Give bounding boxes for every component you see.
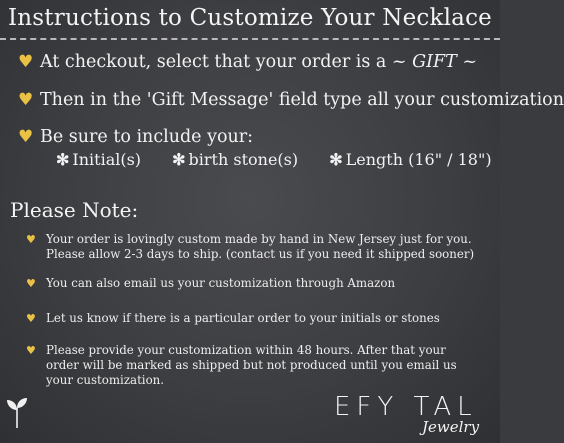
step-checkout-text: At checkout, select that your order is a ~ xyxy=(40,52,413,72)
asterisk-icon: ✻ xyxy=(329,150,343,169)
options-list xyxy=(56,150,492,169)
heart-icon: ♥ xyxy=(18,127,34,147)
asterisk-icon: ✻ xyxy=(56,150,70,169)
step-include xyxy=(18,127,253,147)
step-include-text: Be sure to include your: xyxy=(40,127,254,147)
heart-icon: ♥ xyxy=(18,52,34,72)
option-length-label: Length (16" / 18") xyxy=(345,150,492,169)
heart-icon: ♥ xyxy=(26,312,36,325)
note-line: You can also email us your customization through Amazon xyxy=(46,276,396,290)
title-band xyxy=(0,0,500,40)
step-gift-message xyxy=(18,90,564,110)
option-birthstone-label: birth stone(s) xyxy=(188,150,299,169)
note-item xyxy=(26,276,486,291)
note-line: Let us know if there is a particular order to your initials or stones xyxy=(46,311,440,325)
note-item xyxy=(26,311,486,326)
step-checkout xyxy=(18,52,477,72)
efytal-logo xyxy=(334,392,494,438)
note-item xyxy=(26,343,486,388)
option-initials xyxy=(56,150,141,169)
page-title: Instructions to Customize Your Necklace xyxy=(8,5,492,31)
heart-icon: ♥ xyxy=(18,90,34,110)
option-birthstone xyxy=(172,150,298,169)
sprout-icon xyxy=(4,390,30,430)
note-item xyxy=(26,232,486,262)
note-line: Please allow 2-3 days to ship. (contact us if you need it shipped sooner) xyxy=(46,247,475,261)
step-gift-message-text: Then in the 'Gift Message' field type all your customization xyxy=(40,90,564,110)
logo-sub: Jewelry xyxy=(422,418,480,436)
note-line: Your order is lovingly custom made by hand in New Jersey just for you. xyxy=(46,232,472,246)
note-title: Please Note: xyxy=(10,198,139,222)
note-line: your customization. xyxy=(46,373,165,387)
note-line: order will be marked as shipped but not produced until you email us xyxy=(46,358,457,372)
heart-icon: ♥ xyxy=(26,277,36,290)
asterisk-icon: ✻ xyxy=(172,150,186,169)
option-initials-label: Initial(s) xyxy=(72,150,142,169)
step-checkout-suffix: ~ xyxy=(456,52,478,72)
option-length xyxy=(329,150,491,169)
logo-main: EFY TAL xyxy=(334,392,478,422)
heart-icon: ♥ xyxy=(26,233,36,246)
gift-text: GIFT xyxy=(412,52,457,72)
note-line: Please provide your customization within 48 hours. After that your xyxy=(46,343,446,357)
heart-icon: ♥ xyxy=(26,344,36,357)
